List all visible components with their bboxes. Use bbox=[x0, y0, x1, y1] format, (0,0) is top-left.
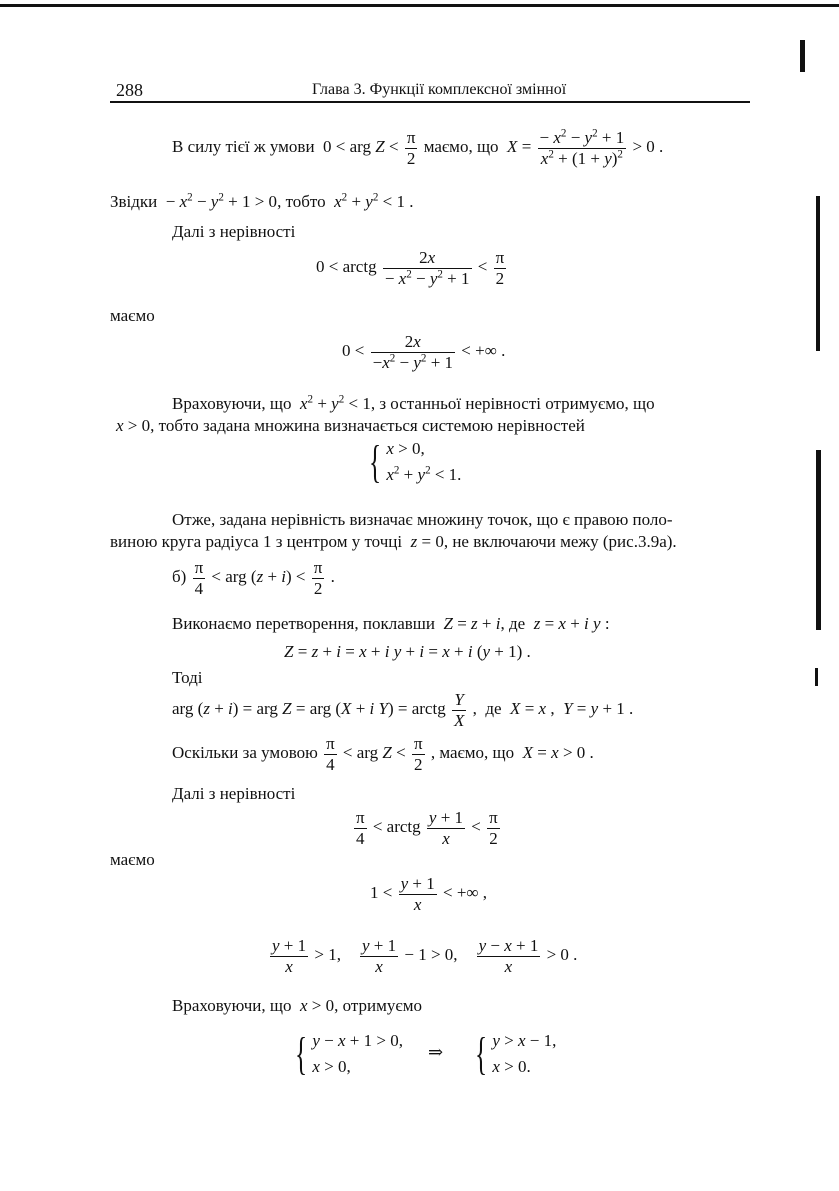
p7-line2b: , не включаючи межу (рис.3.9а). bbox=[443, 532, 677, 551]
math-inline: 0 < arg Z < bbox=[318, 136, 399, 156]
p8-mid: , де bbox=[500, 614, 526, 633]
p11-mid: , маємо, що bbox=[430, 742, 515, 762]
p8-lead: Виконаємо перетворення, поклавши bbox=[172, 614, 435, 633]
page-number: 288 bbox=[116, 80, 143, 100]
system-3: { y > x − 1, x > 0. bbox=[474, 1027, 557, 1079]
p5-lead: Враховуючи, що bbox=[172, 394, 292, 413]
formula-ratio-1: 0 < $\frac{2x}{-x^2 - y^2 + 1}$ < +∞ . bbox=[342, 332, 506, 372]
formula-arctg-1: 0 < arctg $\frac{2x}{- x^2 - y^2 + 1}$ < $\frac{\pi}{2}$ bbox=[316, 248, 505, 288]
system-1: { x > 0, $x^2 + y^2 < 1$. bbox=[368, 435, 462, 487]
math-inline: $x^2 + y^2 < 1$ . bbox=[334, 191, 414, 211]
p9-text: Тоді bbox=[172, 668, 203, 687]
implies-arrow: ⇒ bbox=[428, 1042, 444, 1062]
system-2: { y − x + 1 > 0, x > 0, bbox=[294, 1027, 403, 1079]
text-line-11: Оскільки за умовою $\frac{\pi}{4}$ < arg Z < $\frac{\pi}{2}$ , маємо, що X = x > 0 . bbox=[172, 734, 594, 774]
p2-mid: , тобто bbox=[277, 192, 326, 211]
p14-end: , отримуємо bbox=[334, 996, 422, 1015]
text-line-2 bbox=[110, 192, 413, 212]
p11-lead: Оскільки за умовою bbox=[172, 742, 318, 762]
math-inline: > 0 . bbox=[632, 136, 664, 156]
math-inline: X = bbox=[507, 136, 532, 156]
formula-arg: arg (z + i) = arg Z = arg (X + i Y) = arctg $\frac{Y}{X}$ , де X = x , Y = y + 1 . bbox=[172, 690, 634, 730]
item-b-label: б) bbox=[172, 566, 187, 586]
formula-arctg-2: $\frac{\pi}{4}$ < arctg $\frac{y + 1}{x}$ < $\frac{\pi}{2}$ bbox=[356, 808, 498, 848]
header-rule bbox=[110, 101, 750, 103]
scan-mark-3 bbox=[816, 450, 821, 630]
p2-lead: Звідки bbox=[110, 192, 158, 211]
scan-mark-2 bbox=[816, 196, 820, 351]
math-fraction: $\frac{- x^2 - y^2 + 1}{x^2 + (1 + y)^2}$ bbox=[539, 127, 625, 168]
running-title: Глава 3. Функції комплексної змінної bbox=[312, 81, 567, 98]
text-line-7b bbox=[110, 532, 677, 552]
math-inline: Z = z + i bbox=[443, 614, 501, 633]
p5-mid: , з останньої нерівності отримуємо, що bbox=[370, 394, 655, 413]
top-rule-artifact bbox=[0, 4, 839, 7]
math-inline: x > 0 bbox=[116, 416, 151, 435]
text-line-8 bbox=[172, 614, 610, 634]
math-inline: − $x^2 - y^2 + 1 > 0$ bbox=[161, 191, 278, 211]
p10-de: де bbox=[485, 698, 502, 718]
p7-line2a: виною круга радіуса 1 з центром у точці bbox=[110, 532, 403, 551]
formula-Z-expand: Z = z + i = x + i y + i = x + i (y + 1) . bbox=[284, 642, 531, 661]
p4-text: маємо bbox=[110, 306, 155, 325]
text-line-5 bbox=[172, 394, 655, 414]
p14-lead: Враховуючи, що bbox=[172, 996, 292, 1015]
text-line-14 bbox=[172, 996, 422, 1016]
scan-mark-4 bbox=[815, 668, 818, 686]
math-inline: X = x > 0 . bbox=[522, 742, 594, 762]
p12-text: Далі з нерівності bbox=[172, 784, 296, 803]
text-line-1 bbox=[172, 128, 663, 168]
math-inline: x > 0 bbox=[299, 996, 335, 1015]
math-inline: $x^2 + y^2 < 1$ bbox=[299, 393, 371, 413]
formula-chain: $\frac{y + 1}{x}$ > 1, $\frac{y + 1}{x}$ − 1 > 0, $\frac{y - x + 1}{x}$ > 0 . bbox=[272, 936, 578, 976]
item-b: б) $\frac{\pi}{4}$ < arg (z + i) < $\frac{\pi}{2}$ . bbox=[172, 558, 335, 598]
p1-mid: маємо, що bbox=[423, 136, 499, 156]
p6-mid: , тобто задана множина визначається системою нерівностей bbox=[150, 416, 585, 435]
math-inline: z = x + i y : bbox=[533, 614, 610, 633]
p3-text: Далі з нерівності bbox=[172, 222, 296, 241]
p1-lead: В силу тієї ж умови bbox=[172, 136, 315, 156]
formula-ratio-2: 1 < $\frac{y + 1}{x}$ < +∞ , bbox=[370, 874, 488, 914]
p7-line1: Отже, задана нерівність визначає множину точок, що є правою поло- bbox=[172, 510, 673, 529]
scan-mark-1 bbox=[800, 40, 805, 72]
math-fraction: $\frac{\pi}{2}$ bbox=[406, 128, 416, 168]
math-inline: z = 0 bbox=[410, 532, 444, 551]
text-line-6 bbox=[116, 416, 585, 436]
p13-text: маємо bbox=[110, 850, 155, 869]
